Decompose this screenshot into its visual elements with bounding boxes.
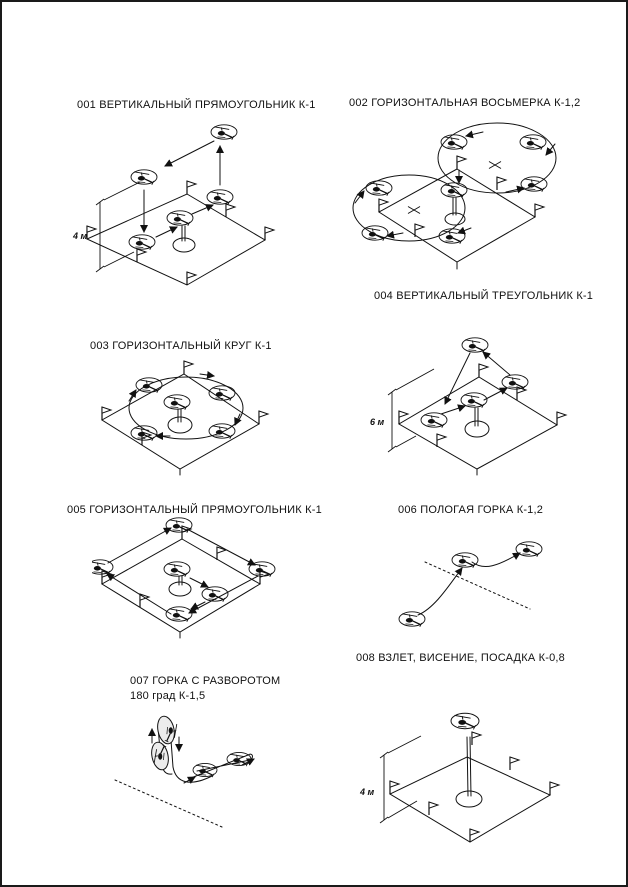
figure-004-title: 004 ВЕРТИКАЛЬНЫЙ ТРЕУГОЛЬНИК К-1 bbox=[374, 290, 594, 302]
figure-004-diagram bbox=[370, 307, 622, 502]
flag-icon bbox=[184, 361, 193, 374]
flag-icon bbox=[429, 802, 438, 815]
flag-icon bbox=[102, 407, 111, 420]
helicopter-icon bbox=[461, 393, 487, 408]
helicopter-icon bbox=[136, 378, 162, 393]
flag-icon bbox=[479, 364, 488, 377]
helicopter-icon bbox=[520, 135, 546, 150]
direction-arrows bbox=[129, 374, 240, 436]
flag-icon bbox=[497, 177, 506, 190]
flight-path bbox=[418, 553, 520, 615]
flag-icon bbox=[550, 782, 559, 795]
landing-pad bbox=[173, 226, 195, 252]
figure-001-diagram bbox=[68, 114, 338, 314]
figure-002-title: 002 ГОРИЗОНТАЛЬНАЯ ВОСЬМЕРКА К-1,2 bbox=[349, 97, 581, 109]
figure-008-title: 008 ВЗЛЕТ, ВИСЕНИЕ, ПОСАДКА К-0,8 bbox=[356, 652, 565, 664]
helicopter-icon bbox=[249, 562, 275, 577]
x-mark-icon bbox=[489, 162, 501, 169]
helicopter-icon bbox=[399, 612, 425, 627]
helicopter-icon bbox=[209, 424, 235, 439]
flight-path bbox=[353, 123, 556, 241]
flag-icon bbox=[457, 156, 466, 169]
flag-icon bbox=[535, 204, 544, 217]
figure-005-title: 005 ГОРИЗОНТАЛЬНЫЙ ПРЯМОУГОЛЬНИК К-1 bbox=[67, 504, 322, 516]
figure-002-diagram bbox=[347, 112, 622, 287]
height-label: 6 м bbox=[370, 417, 385, 427]
helicopter-icon bbox=[166, 607, 192, 622]
helicopter-icon bbox=[227, 752, 251, 766]
flag-icon bbox=[187, 272, 196, 285]
figure-006-title: 006 ПОЛОГАЯ ГОРКА К-1,2 bbox=[398, 504, 544, 516]
figure-007-title-line2: 180 град К-1,5 bbox=[130, 690, 206, 702]
figure-003-diagram bbox=[72, 357, 332, 507]
helicopter-icon bbox=[366, 181, 392, 196]
helicopter-icon bbox=[164, 562, 190, 577]
helicopter-icon bbox=[441, 135, 467, 150]
figure-008-diagram bbox=[357, 677, 622, 877]
height-dimension bbox=[359, 736, 421, 823]
figure-001-title: 001 ВЕРТИКАЛЬНЫЙ ПРЯМОУГОЛЬНИК К-1 bbox=[77, 99, 316, 111]
flag-icon bbox=[415, 224, 424, 237]
figure-007-diagram bbox=[102, 697, 302, 867]
flag-icon bbox=[259, 411, 268, 424]
ground-reference-line bbox=[115, 780, 222, 827]
ground-square bbox=[87, 194, 265, 285]
helicopter-icon bbox=[452, 553, 478, 568]
helicopter-icon bbox=[167, 211, 193, 226]
helicopter-icon bbox=[166, 518, 192, 533]
flag-icon bbox=[137, 249, 146, 262]
ground-square bbox=[102, 539, 260, 638]
helicopter-icon bbox=[193, 763, 217, 777]
landing-pad bbox=[169, 576, 191, 596]
figure-007-title-line1: 007 ГОРКА С РАЗВОРОТОМ bbox=[130, 675, 281, 687]
landing-pad bbox=[456, 737, 482, 807]
figure-005-diagram bbox=[92, 514, 342, 664]
flag-icon bbox=[470, 829, 479, 842]
helicopter-icon bbox=[129, 235, 155, 250]
flight-path bbox=[441, 352, 510, 414]
figure-003-title: 003 ГОРИЗОНТАЛЬНЫЙ КРУГ К-1 bbox=[90, 340, 272, 352]
helicopter-icon bbox=[439, 229, 465, 244]
helicopter-icon bbox=[131, 170, 157, 185]
helicopter-icon bbox=[516, 542, 542, 557]
ground-reference-line bbox=[425, 562, 530, 609]
x-mark-icon bbox=[408, 207, 420, 214]
helicopter-icon bbox=[164, 395, 190, 410]
height-label: 4 м bbox=[73, 231, 88, 241]
helicopter-icon bbox=[462, 338, 488, 353]
height-label: 4 м bbox=[360, 787, 375, 797]
flight-path bbox=[144, 141, 220, 237]
landing-pad bbox=[465, 408, 489, 437]
helicopter-icon bbox=[421, 413, 447, 428]
helicopter-icon bbox=[451, 713, 479, 729]
helicopter-icon bbox=[207, 190, 233, 205]
flag-icon bbox=[265, 227, 274, 240]
helicopter-icon bbox=[211, 125, 237, 140]
landing-pad bbox=[168, 409, 192, 433]
helicopter-icon bbox=[502, 375, 528, 390]
flag-icon bbox=[557, 412, 566, 425]
height-dimension bbox=[370, 369, 434, 452]
flag-icon bbox=[399, 411, 408, 424]
flag-icon bbox=[187, 181, 196, 194]
flag-icon bbox=[437, 434, 446, 447]
flag-icon bbox=[226, 204, 235, 217]
figure-006-diagram bbox=[380, 522, 622, 642]
helicopter-icon bbox=[362, 226, 388, 241]
helicopter-icon bbox=[441, 183, 467, 198]
helicopter-icon bbox=[521, 177, 547, 192]
flag-icon bbox=[472, 732, 481, 745]
flag-icon bbox=[510, 757, 519, 770]
landing-pad bbox=[445, 198, 465, 225]
